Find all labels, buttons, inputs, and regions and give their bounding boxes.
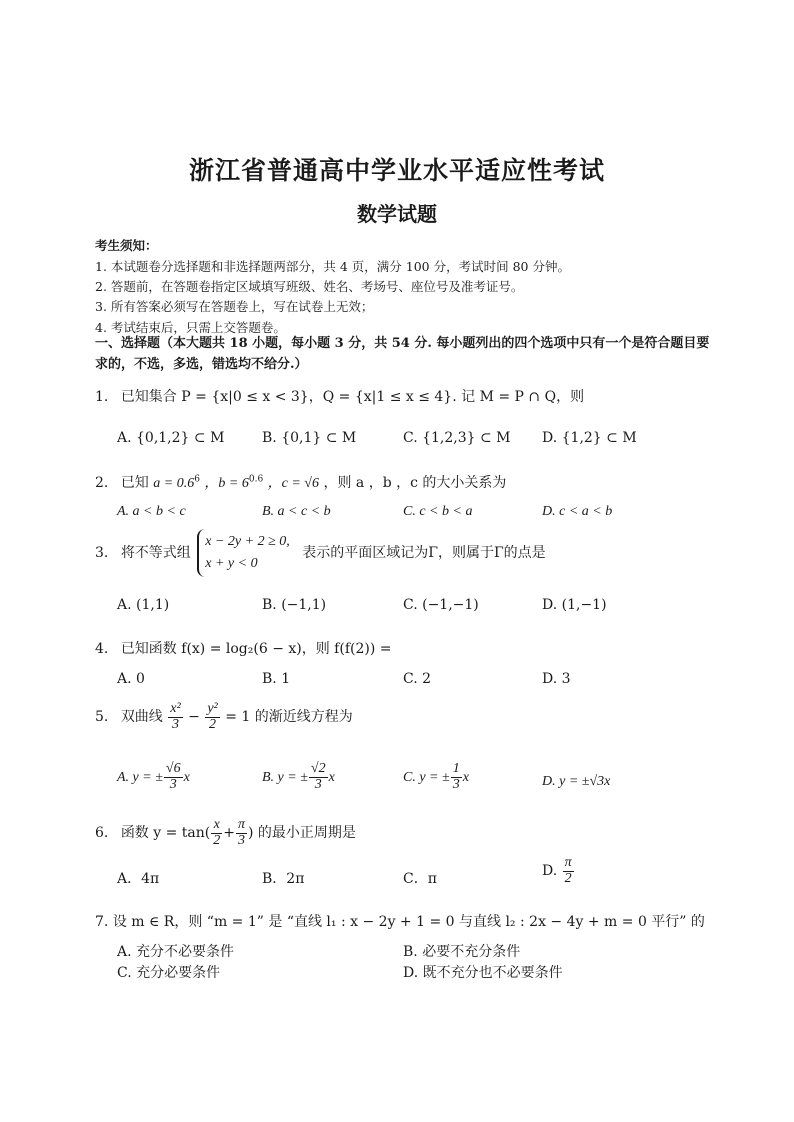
q1-option-b: B. {0,1} ⊂ M: [262, 430, 357, 446]
question-text-pre: 双曲线: [120, 709, 163, 726]
option-prefix: C. y = ±: [403, 770, 450, 786]
fraction: [309, 762, 328, 792]
q4-option-d: D. 3: [542, 671, 571, 687]
plus-sign: +: [223, 825, 235, 842]
q5-option-d: D. y = ±√3x: [542, 774, 611, 789]
q7-option-d: D. 既不充分也不必要条件: [403, 965, 563, 981]
q7-option-c: C. 充分必要条件: [117, 965, 221, 981]
question-number: 4.: [95, 641, 109, 657]
exponent-b: 0.6: [248, 474, 264, 485]
fraction-denominator: 3: [314, 776, 322, 792]
question-text-post: = 1 的渐近线方程为: [225, 709, 353, 726]
question-number: 3.: [95, 545, 109, 561]
fraction-x-over-2: [211, 818, 222, 848]
fraction-denominator: 2: [213, 832, 221, 848]
question-text: 已知函数 f(x) = log₂(6 − x)，则 f(f(2)) =: [120, 641, 392, 657]
question-text-post: ) 的最小正周期是: [248, 825, 356, 842]
note-item-4: 4. 考试结束后，只需上交答题卷。: [95, 320, 286, 335]
q7-option-a: A. 充分不必要条件: [117, 944, 235, 960]
question-text-pre: 已知: [120, 475, 149, 491]
q1-option-d: D. {1,2} ⊂ M: [542, 430, 637, 446]
fraction-numerator: √6: [165, 761, 181, 776]
variable-x: x: [462, 770, 469, 786]
q5-option-b: [262, 762, 335, 792]
q3-option-d: D. (1,−1): [542, 597, 607, 613]
question-text: 设 m ∈ R，则 “m = 1” 是 “直线 l₁ : x − 2y + 1 = 0 与直线 l₂ : 2x − 4y + m = 0 平行” 的: [112, 914, 705, 930]
fraction-x2-over-3: [168, 702, 182, 732]
minus-sign: −: [188, 709, 200, 726]
fraction-y2-over-2: [205, 702, 219, 732]
question-1: [95, 386, 584, 406]
q1-option-a: A. {0,1,2} ⊂ M: [117, 430, 225, 446]
section-heading: 一、选择题（本大题共 18 小题，每小题 3 分，共 54 分. 每小题列出的四个选项中只有一个是符合题目要求的，不选，多选，错选均不给分.）: [95, 336, 710, 372]
question-text: 已知集合 P = {x|0 ≤ x < 3}，Q = {x|1 ≤ x ≤ 4}. 记 M = P ∩ Q，则: [120, 389, 585, 405]
fraction-numerator: 1: [452, 761, 460, 776]
question-4: [95, 638, 391, 658]
question-7: [95, 911, 705, 931]
fraction-denominator: 3: [452, 776, 460, 792]
inequality-system: [197, 529, 296, 577]
fraction-numerator: x: [211, 818, 222, 834]
term-b: ，b = 6: [204, 476, 249, 491]
question-text-pre: 函数 y = tan(: [120, 825, 211, 842]
page-title: 浙江省普通高中学业水平适应性考试: [188, 156, 605, 185]
q5-option-a: [117, 762, 190, 792]
inequality-line-2: x + y < 0: [205, 556, 258, 571]
question-number: 2.: [95, 475, 109, 491]
q6-option-d: [542, 856, 575, 886]
q2-option-c: C. c < b < a: [403, 504, 473, 519]
fraction-numerator: x²: [170, 701, 181, 716]
page-subtitle: 数学试题: [357, 202, 437, 226]
q4-option-c: C. 2: [403, 671, 432, 687]
q4-option-a: A. 0: [117, 671, 145, 687]
question-text-post: 表示的平面区域记为Γ，则属于Γ的点是: [302, 545, 546, 561]
question-2: [95, 472, 506, 492]
fraction-denominator: 2: [209, 716, 217, 732]
q3-option-c: C. (−1,−1): [403, 597, 479, 613]
q6-option-a: A．4π: [117, 871, 160, 887]
fraction-denominator: 2: [564, 870, 572, 886]
fraction-pi-over-3: [236, 818, 247, 848]
q3-option-a: A. (1,1): [117, 597, 170, 613]
question-number: 5.: [95, 709, 109, 726]
fraction-numerator: π: [564, 855, 572, 870]
q5-option-c: [403, 762, 469, 792]
option-prefix: B. y = ±: [262, 770, 308, 786]
q2-option-d: D. c < a < b: [542, 504, 613, 519]
notes-heading: 考生须知：: [95, 238, 158, 253]
question-3: [95, 529, 546, 577]
fraction-denominator: 3: [169, 776, 177, 792]
question-5: [95, 702, 353, 732]
q2-option-a: A. a < b < c: [117, 504, 186, 519]
fraction-numerator: √2: [310, 761, 326, 776]
question-6: [95, 818, 356, 848]
fraction: [164, 762, 183, 792]
q6-option-c: C．π: [403, 871, 437, 887]
inequality-line-1: x − 2y + 2 ≥ 0,: [205, 534, 290, 549]
fraction-numerator: π: [238, 817, 246, 832]
question-number: 7.: [95, 914, 109, 930]
fraction-pi-over-2: [563, 856, 574, 886]
q4-option-b: B. 1: [262, 671, 291, 687]
q2-option-b: B. a < c < b: [262, 504, 331, 519]
question-text-post: ，则 a ，b ，c 的大小关系为: [323, 475, 507, 491]
exponent-a: 6: [194, 474, 200, 485]
question-text-pre: 将不等式组: [120, 545, 191, 561]
question-number: 1.: [95, 389, 109, 405]
option-label: D.: [542, 863, 558, 880]
q3-option-b: B. (−1,1): [262, 597, 327, 613]
variable-x: x: [183, 770, 190, 786]
fraction-denominator: 3: [171, 716, 179, 732]
variable-x: x: [328, 770, 335, 786]
fraction: [451, 762, 462, 792]
fraction-denominator: 3: [238, 832, 245, 848]
term-c: ，c = √6: [267, 476, 319, 491]
q7-option-b: B. 必要不充分条件: [403, 944, 521, 960]
question-number: 6.: [95, 825, 109, 842]
note-item-3: 3. 所有答案必须写在答题卷上，写在试卷上无效；: [95, 299, 374, 314]
fraction-numerator: y²: [207, 701, 218, 716]
note-item-1: 1. 本试题卷分选择题和非选择题两部分，共 4 页，满分 100 分，考试时间 80 分钟。: [95, 259, 570, 274]
note-item-2: 2. 答题前，在答题卷指定区域填写班级、姓名、考场号、座位号及准考证号。: [95, 279, 524, 294]
q1-option-c: C. {1,2,3} ⊂ M: [403, 430, 511, 446]
q6-option-b: B．2π: [262, 871, 305, 887]
option-prefix: A. y = ±: [117, 770, 163, 786]
term-a: a = 0.6: [153, 476, 195, 491]
